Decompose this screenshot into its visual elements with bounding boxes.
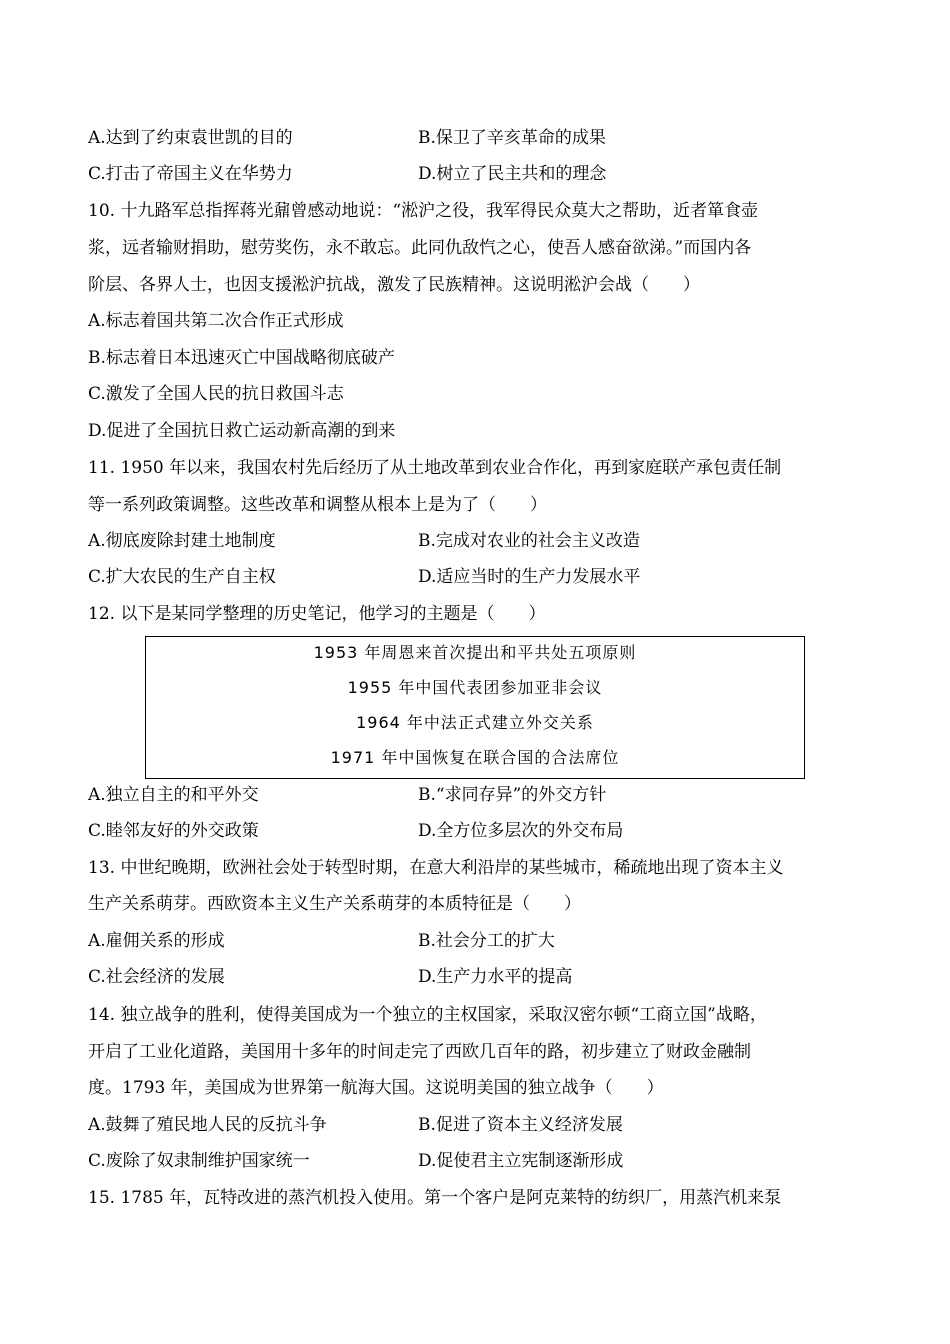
q10-option-d: D.促进了全国抗日救亡运动新高潮的到来: [88, 421, 396, 441]
q13-stem-line-2: 生产关系萌芽。西欧资本主义生产关系萌芽的本质特征是（ ）: [88, 894, 581, 914]
note-line: 1964 年中法正式建立外交关系: [356, 713, 594, 732]
q14-stem-line-2: 开启了工业化道路，美国用十多年的时间走完了西欧几百年的路，初步建立了财政金融制: [88, 1042, 751, 1062]
q11-option-d: D.适应当时的生产力发展水平: [418, 567, 641, 587]
q9-option-c: C.打击了帝国主义在华势力: [88, 164, 293, 184]
q12-option-d: D.全方位多层次的外交布局: [418, 821, 624, 841]
q11-stem-line-2: 等一系列政策调整。这些改革和调整从根本上是为了（ ）: [88, 495, 547, 515]
q13-option-d: D.生产力水平的提高: [418, 967, 573, 987]
q11-option-b: B.完成对农业的社会主义改造: [418, 531, 640, 551]
q12-option-c: C.睦邻友好的外交政策: [88, 821, 259, 841]
q13-option-c: C.社会经济的发展: [88, 967, 225, 987]
q14-option-c: C.废除了奴隶制维护国家统一: [88, 1151, 310, 1171]
note-line: 1971 年中国恢复在联合国的合法席位: [330, 748, 620, 767]
q11-option-c: C.扩大农民的生产自主权: [88, 567, 276, 587]
q12-stem: 12. 以下是某同学整理的历史笔记，他学习的主题是（ ）: [88, 604, 546, 624]
q12-option-b: B.“求同存异”的外交方针: [418, 785, 607, 805]
q14-stem-line-1: 14. 独立战争的胜利，使得美国成为一个独立的主权国家，采取汉密尔顿“工商立国”战略，: [88, 1005, 767, 1025]
q10-option-a: A.标志着国共第二次合作正式形成: [88, 311, 344, 331]
q13-stem-line-1: 13. 中世纪晚期，欧洲社会处于转型时期，在意大利沿岸的某些城市，稀疏地出现了资本主义: [88, 858, 784, 878]
q10-stem-line-2: 浆，远者输财捐助，慰劳奖伤，永不敢忘。此同仇敌忾之心，使吾人感奋欲涕。”而国内各: [88, 238, 752, 258]
q14-option-d: D.促使君主立宪制逐渐形成: [418, 1151, 624, 1171]
q13-option-a: A.雇佣关系的形成: [88, 931, 225, 951]
q10-stem-line-3: 阶层、各界人士，也因支援淞沪抗战，激发了民族精神。这说明淞沪会战（ ）: [88, 275, 700, 295]
q11-stem-line-1: 11. 1950 年以来，我国农村先后经历了从土地改革到农业合作化，再到家庭联产承包责任制: [88, 458, 782, 478]
q11-option-a: A.彻底废除封建土地制度: [88, 531, 276, 551]
q14-stem-line-3: 度。1793 年，美国成为世界第一航海大国。这说明美国的独立战争（ ）: [88, 1078, 664, 1098]
q9-option-a: A.达到了约束袁世凯的目的: [88, 128, 293, 148]
q14-option-b: B.促进了资本主义经济发展: [418, 1115, 623, 1135]
q10-option-b: B.标志着日本迅速灭亡中国战略彻底破产: [88, 348, 395, 368]
q14-option-a: A.鼓舞了殖民地人民的反抗斗争: [88, 1115, 327, 1135]
history-notes-box: [145, 636, 805, 779]
q13-option-b: B.社会分工的扩大: [418, 931, 555, 951]
note-line: 1955 年中国代表团参加亚非会议: [347, 678, 603, 697]
q9-option-d: D.树立了民主共和的理念: [418, 164, 607, 184]
note-line: 1953 年周恩来首次提出和平共处五项原则: [313, 643, 637, 662]
q9-option-b: B.保卫了辛亥革命的成果: [418, 128, 606, 148]
q10-option-c: C.激发了全国人民的抗日救国斗志: [88, 384, 344, 404]
q10-stem-line-1: 10. 十九路军总指挥蒋光鼐曾感动地说：“淞沪之役，我军得民众莫大之帮助，近者箪食壶: [88, 201, 759, 221]
q15-stem-line-1: 15. 1785 年，瓦特改进的蒸汽机投入使用。第一个客户是阿克莱特的纺织厂，用蒸汽机来泵: [88, 1188, 782, 1208]
q12-option-a: A.独立自主的和平外交: [88, 785, 259, 805]
